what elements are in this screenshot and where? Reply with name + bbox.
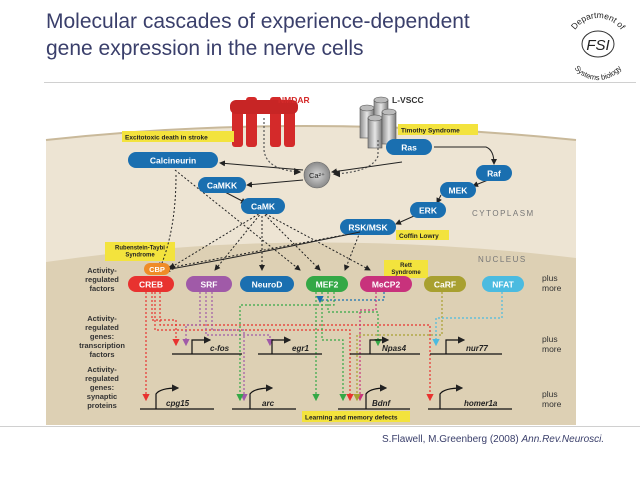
kinase-erk bbox=[410, 202, 446, 218]
factor-cbp-label: CBP bbox=[149, 265, 165, 274]
row-label-tf-genes-line-5: factors bbox=[89, 350, 115, 359]
citation-authors: S.Flawell, M.Greenberg (2008) bbox=[382, 434, 522, 445]
gene-bdnf: Bdnf bbox=[372, 399, 391, 408]
factor-srf bbox=[186, 276, 232, 292]
gene-cfos: c-fos bbox=[210, 344, 230, 353]
row-label-syn-genes-line-4: synaptic bbox=[86, 392, 118, 401]
row-label-syn-genes-line-2: regulated bbox=[85, 374, 119, 383]
factor-creb-label: CREB bbox=[138, 279, 164, 290]
row-label-tf-genes-line-4: transcription bbox=[79, 341, 125, 350]
logo-text-top: Department of bbox=[568, 9, 628, 32]
kinase-camkk bbox=[198, 177, 246, 193]
factor-neurod bbox=[240, 276, 294, 292]
rubinstein-line-2: Syndrome bbox=[125, 252, 155, 259]
factor-carf-label: CaRF bbox=[433, 279, 457, 290]
rett-line-1: Rett bbox=[400, 263, 412, 269]
citation-journal: Ann.Rev.Neurosci. bbox=[521, 434, 605, 445]
row-label-syn-genes-line-5: proteins bbox=[87, 401, 117, 410]
gene-arc: arc bbox=[262, 399, 275, 408]
kinase-raf-label: Raf bbox=[487, 168, 501, 179]
kinase-camk-label: CaMK bbox=[250, 201, 276, 212]
kinase-raf bbox=[476, 165, 512, 181]
plus-more-3-line-2: more bbox=[542, 399, 562, 409]
nucleus-label: NUCLEUS bbox=[478, 255, 527, 264]
gene-egr1: egr1 bbox=[292, 344, 309, 353]
factor-nfat bbox=[482, 276, 524, 292]
plus-more-3-line-1: plus bbox=[542, 389, 558, 399]
kinase-erk-label: ERK bbox=[419, 205, 437, 216]
logo-letters: FSI bbox=[586, 37, 610, 54]
row-label-factors bbox=[85, 266, 119, 293]
plus-more-2-line-1: plus bbox=[542, 334, 558, 344]
gene-nur77: nur77 bbox=[466, 344, 488, 353]
kinase-rsk bbox=[340, 219, 396, 235]
row-label-tf-genes-line-1: Activity- bbox=[87, 314, 117, 323]
learning-label: Learning and memory defects bbox=[305, 414, 398, 422]
factor-creb bbox=[128, 276, 174, 292]
factor-neurod-label: NeuroD bbox=[251, 279, 283, 290]
factor-mecp2-label: MeCP2 bbox=[371, 279, 401, 290]
nucleus-region bbox=[46, 242, 576, 425]
bottom-divider bbox=[0, 426, 640, 427]
row-label-syn-genes-line-3: genes: bbox=[89, 383, 115, 392]
factor-mef2-label: MEF2 bbox=[315, 279, 339, 290]
row-label-factors-line-3: factors bbox=[89, 284, 115, 293]
kinase-calcineurin-label: Calcineurin bbox=[149, 155, 197, 166]
factor-carf bbox=[424, 276, 466, 292]
row-label-factors-line-2: regulated bbox=[85, 275, 119, 284]
kinase-ras bbox=[386, 139, 432, 155]
kinase-mek-label: MEK bbox=[448, 185, 468, 196]
factor-cbp bbox=[144, 263, 170, 275]
row-label-syn-genes-line-1: Activity- bbox=[87, 365, 117, 374]
kinase-mek bbox=[440, 182, 476, 198]
excitotoxic-label: Excitotoxic death in stroke bbox=[125, 134, 208, 142]
factor-srf-label: SRF bbox=[200, 279, 218, 290]
gene-npas4: Npas4 bbox=[382, 344, 407, 353]
plus-more-2-line-2: more bbox=[542, 344, 562, 354]
factor-mecp2 bbox=[360, 276, 412, 292]
lvscc-label: L-VSCC bbox=[392, 95, 424, 105]
title-line-2: gene expression in the nerve cells bbox=[46, 37, 364, 60]
plus-more-1-line-1: plus bbox=[542, 273, 558, 283]
logo-text-bottom: Systems biology bbox=[572, 63, 624, 82]
gene-homer1a: homer1a bbox=[464, 399, 498, 408]
cytoplasm-label: CYTOPLASM bbox=[472, 209, 535, 218]
coffin-label: Coffin Lowry bbox=[399, 233, 439, 240]
rubinstein-line-1: Rubenstein-Taybi bbox=[115, 245, 165, 252]
row-label-tf-genes-line-2: regulated bbox=[85, 323, 119, 332]
kinase-calcineurin bbox=[128, 152, 218, 168]
row-label-tf-genes-line-3: genes: bbox=[89, 332, 115, 341]
plus-more-1-line-2: more bbox=[542, 283, 562, 293]
citation bbox=[382, 434, 604, 445]
kinase-ras-label: Ras bbox=[401, 142, 417, 153]
gene-cpg15: cpg15 bbox=[166, 399, 190, 408]
calcium-label: Ca²⁺ bbox=[308, 171, 326, 180]
kinase-camk bbox=[241, 198, 285, 214]
kinase-rsk-label: RSK/MSK bbox=[348, 222, 388, 233]
factor-nfat-label: NFAT bbox=[492, 279, 514, 290]
rett-line-2: Syndrome bbox=[391, 270, 421, 276]
nmdar-label: NMDAR bbox=[278, 95, 310, 105]
factor-mef2 bbox=[306, 276, 348, 292]
timothy-label: Timothy Syndrome bbox=[401, 127, 460, 135]
kinase-camkk-label: CaMKK bbox=[206, 180, 238, 191]
row-label-factors-line-1: Activity- bbox=[87, 266, 117, 275]
title-line-1: Molecular cascades of experience-dependent bbox=[46, 10, 470, 33]
